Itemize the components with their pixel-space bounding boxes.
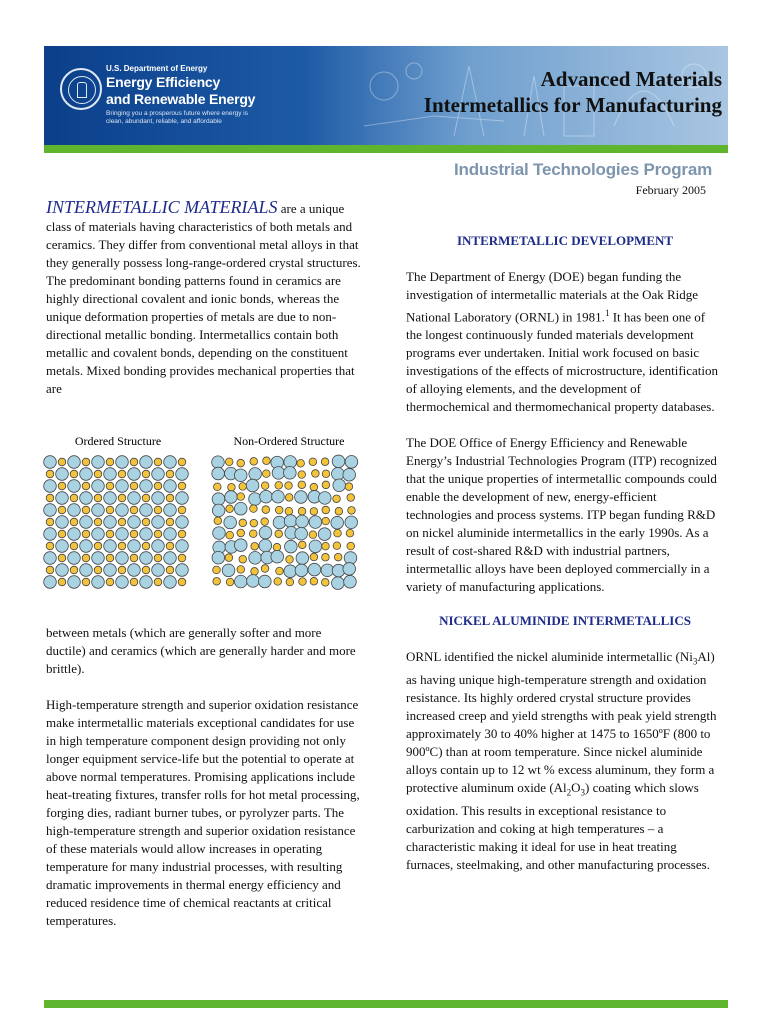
small-atom (309, 458, 317, 466)
small-atom (106, 578, 114, 586)
large-atom (212, 467, 225, 480)
small-atom (214, 483, 222, 491)
small-atom (213, 566, 221, 574)
office-name-line2: and Renewable Energy (106, 91, 256, 107)
large-atom (319, 492, 332, 505)
small-atom (237, 566, 245, 574)
small-atom (58, 506, 66, 514)
small-atom (82, 554, 90, 562)
itp-paragraph: The DOE Office of Energy Efficiency and Renewable Energy’s Industrial Technologies Program (ITP) recognized that the unique properties of intermetallic compounds could enable the development of new, energy-efficient technologies and process systems. ITP began funding R&D on nickel aluminide intermetallics in the early 1990s. As a result of cost-shared R&D with industrial partners, intermetallic alloys have been deployed commercially in a variety of manufacturing applications. (406, 435, 717, 595)
large-atom (259, 526, 272, 539)
large-atom (234, 539, 247, 552)
small-atom (178, 530, 186, 538)
small-atom (297, 460, 305, 468)
na-text-a: ORNL identified the nickel aluminide intermetallic (Ni (406, 649, 693, 665)
ordered-structure-label: Ordered Structure (74, 434, 162, 448)
small-atom (310, 483, 318, 491)
large-atom (116, 480, 129, 493)
large-atom (234, 502, 247, 515)
large-atom (164, 528, 177, 541)
large-atom (321, 564, 334, 577)
large-atom (152, 564, 165, 577)
lead-term: INTERMETALLIC MATERIALS (46, 197, 278, 217)
large-atom (140, 480, 153, 493)
small-atom (94, 566, 102, 574)
large-atom (176, 516, 189, 529)
small-atom (118, 566, 126, 574)
left-column-continued (46, 624, 364, 930)
large-atom (295, 527, 308, 540)
small-atom (166, 470, 174, 478)
publication-date: February 2005 (635, 183, 706, 197)
heading-nickel-aluminide: NICKEL ALUMINIDE INTERMETALLICS (439, 613, 691, 629)
large-atom (152, 540, 165, 553)
nonordered-structure-label: Non-Ordered Structure (233, 434, 345, 448)
large-atom (152, 468, 165, 481)
small-atom (334, 529, 342, 537)
large-atom (128, 468, 141, 481)
large-atom (116, 456, 129, 469)
large-atom (104, 516, 117, 529)
small-atom (58, 530, 66, 538)
large-atom (116, 552, 129, 565)
large-atom (285, 540, 298, 553)
doe-seal-icon (60, 68, 102, 110)
large-atom (246, 479, 259, 492)
small-atom (70, 470, 78, 478)
office-name-line1: Energy Efficiency (106, 74, 221, 90)
small-atom (46, 542, 54, 550)
small-atom (298, 481, 306, 489)
large-atom (92, 528, 105, 541)
small-atom (225, 458, 233, 466)
small-atom (273, 543, 281, 551)
small-atom (322, 542, 330, 550)
large-atom (104, 468, 117, 481)
small-atom (322, 470, 330, 478)
small-atom (94, 494, 102, 502)
small-atom (298, 507, 306, 515)
large-atom (176, 540, 189, 553)
small-atom (154, 458, 162, 466)
small-atom (70, 542, 78, 550)
small-atom (82, 482, 90, 490)
large-atom (273, 516, 286, 529)
small-atom (178, 506, 186, 514)
small-atom (130, 482, 138, 490)
small-atom (286, 556, 294, 564)
large-atom (260, 490, 273, 503)
large-atom (140, 528, 153, 541)
small-atom (321, 458, 329, 466)
small-atom (70, 518, 78, 526)
large-atom (176, 492, 189, 505)
large-atom (212, 504, 225, 517)
large-atom (164, 480, 177, 493)
small-atom (237, 493, 245, 501)
large-atom (44, 456, 57, 469)
large-atom (44, 576, 57, 589)
small-atom (118, 518, 126, 526)
intro-text: are a unique class of materials having characteristics of both metals and ceramics. They differ from conventional metal alloys in that they generally possess long-range-ordered crystal structures. The predominant bonding patterns found in ceramics are highly directional covalent and ionic bonds, whereas the unique deformation properties of metals are due to non-directional metallic bonding. Intermetallics contain both metallic and covalent bonds, depending on the constituent metals. Mixed bonding provides mechanical properties that are (46, 201, 361, 396)
footer-divider (44, 1000, 728, 1008)
large-atom (68, 480, 81, 493)
large-atom (222, 564, 235, 577)
large-atom (92, 456, 105, 469)
large-atom (332, 577, 345, 590)
large-atom (343, 468, 356, 481)
large-atom (284, 565, 297, 578)
small-atom (347, 494, 355, 502)
small-atom (261, 482, 269, 490)
small-atom (94, 542, 102, 550)
large-atom (249, 552, 262, 565)
small-atom (58, 482, 66, 490)
small-atom (286, 578, 294, 586)
large-atom (284, 515, 297, 528)
applications-paragraph: High-temperature strength and superior oxidation resistance make intermetallic materials exceptional candidates for use in high temperature component design providing not only longer equipment service-life but the potential to operate at above normal temperatures. Promising applications include heat-treating fixtures, transfer rolls for hot metal processing, forging dies, radiant burner tubes, or pyrolyzer parts. The high-temperature strength and superior oxidation resistance of these materials would allow increases in operating temperature for many industrial processes, with resulting dramatic improvements in thermal energy efficiency and reduced residence time of chemical reactants at critical temperatures. (46, 697, 360, 928)
small-atom (154, 554, 162, 562)
large-atom (284, 466, 297, 479)
small-atom (250, 505, 258, 513)
large-atom (332, 455, 345, 468)
large-atom (104, 492, 117, 505)
small-atom (166, 494, 174, 502)
large-atom (44, 528, 57, 541)
large-atom (332, 468, 345, 481)
small-atom (142, 470, 150, 478)
small-atom (237, 529, 245, 537)
na-sub-2: 2 (566, 787, 572, 798)
large-atom (295, 564, 308, 577)
large-atom (56, 492, 69, 505)
small-atom (275, 530, 283, 538)
large-atom (234, 575, 247, 588)
small-atom (228, 483, 236, 491)
large-atom (272, 490, 285, 503)
small-atom (335, 507, 343, 515)
small-atom (226, 578, 234, 586)
large-atom (213, 527, 226, 540)
small-atom (310, 577, 318, 585)
small-atom (142, 518, 150, 526)
small-atom (166, 566, 174, 574)
small-atom (46, 494, 54, 502)
small-atom (106, 482, 114, 490)
document-title (424, 66, 722, 118)
large-atom (104, 564, 117, 577)
small-atom (106, 530, 114, 538)
large-atom (92, 552, 105, 565)
large-atom (80, 468, 93, 481)
small-atom (178, 578, 186, 586)
small-atom (46, 470, 54, 478)
small-atom (178, 554, 186, 562)
header-banner (44, 46, 728, 146)
small-atom (239, 555, 247, 563)
large-atom (345, 516, 358, 529)
large-atom (56, 468, 69, 481)
large-atom (225, 491, 238, 504)
small-atom (334, 553, 342, 561)
small-atom (322, 553, 330, 561)
large-atom (80, 492, 93, 505)
small-atom (345, 483, 353, 491)
small-atom (82, 458, 90, 466)
large-atom (309, 540, 322, 553)
small-atom (261, 565, 269, 573)
small-atom (298, 471, 306, 479)
small-atom (262, 506, 270, 514)
small-atom (142, 566, 150, 574)
large-atom (331, 516, 344, 529)
large-atom (152, 516, 165, 529)
small-atom (154, 506, 162, 514)
small-atom (82, 530, 90, 538)
small-atom (274, 578, 282, 586)
small-atom (178, 458, 186, 466)
small-atom (333, 495, 341, 503)
small-atom (46, 566, 54, 574)
large-atom (92, 504, 105, 517)
small-atom (322, 481, 330, 489)
small-atom (263, 457, 271, 465)
small-atom (130, 554, 138, 562)
small-atom (130, 506, 138, 514)
small-atom (261, 518, 269, 526)
small-atom (299, 578, 307, 586)
large-atom (56, 516, 69, 529)
small-atom (166, 542, 174, 550)
small-atom (94, 518, 102, 526)
large-atom (80, 564, 93, 577)
small-atom (348, 507, 356, 515)
small-atom (214, 517, 222, 525)
large-atom (259, 539, 272, 552)
ordered-lattice (44, 456, 189, 589)
small-atom (309, 531, 317, 539)
large-atom (104, 540, 117, 553)
na-sub-1: 3 (692, 656, 698, 667)
footnote-ref: 1 (604, 308, 610, 318)
na-text-b: Al) as having unique high-temperature strength and oxidation resistance. Its highly ordered crystal structure provides increased creep and yield strengths with peak yield strength approximately 30 to 40% higher at 1475 to 1650ºF (800 to 900ºC) than at room temperature. Since nickel aluminide alloys contain up to 12 wt % excess aluminum, they form a protective aluminum oxide (Al (406, 649, 717, 795)
large-atom (116, 528, 129, 541)
crystal-structure-diagram (40, 430, 364, 595)
small-atom (118, 494, 126, 502)
small-atom (275, 506, 283, 514)
title-line-1: Advanced Materials (540, 67, 722, 91)
small-atom (154, 578, 162, 586)
nickel-aluminide-paragraph (406, 648, 724, 873)
development-text-a: The Department of Energy (DOE) began funding the investigation of intermetallic materials at the Oak Ridge National Laboratory (ORNL) in 1981. (406, 269, 699, 325)
small-atom (346, 529, 354, 537)
small-atom (118, 470, 126, 478)
small-atom (225, 554, 233, 562)
large-atom (343, 563, 356, 576)
small-atom (239, 519, 247, 527)
program-name: Industrial Technologies Program (454, 160, 712, 179)
small-atom (130, 578, 138, 586)
small-atom (82, 578, 90, 586)
small-atom (226, 505, 234, 513)
small-atom (237, 459, 245, 467)
small-atom (94, 470, 102, 478)
large-atom (128, 540, 141, 553)
large-atom (128, 516, 141, 529)
small-atom (154, 482, 162, 490)
small-atom (142, 542, 150, 550)
small-atom (285, 507, 293, 515)
small-atom (310, 553, 318, 561)
small-atom (82, 506, 90, 514)
small-atom (58, 458, 66, 466)
small-atom (106, 458, 114, 466)
large-atom (140, 504, 153, 517)
large-atom (296, 552, 309, 565)
small-atom (118, 542, 126, 550)
large-atom (344, 575, 357, 588)
small-atom (251, 568, 259, 576)
intro-paragraph (46, 198, 364, 398)
large-atom (176, 564, 189, 577)
small-atom (213, 577, 221, 585)
large-atom (128, 564, 141, 577)
continued-paragraph: between metals (which are generally softer and more ductile) and ceramics (which are generally harder and more brittle). (46, 625, 356, 676)
large-atom (116, 576, 129, 589)
small-atom (250, 519, 258, 527)
large-atom (128, 492, 141, 505)
large-atom (44, 552, 57, 565)
large-atom (249, 493, 262, 506)
small-atom (166, 518, 174, 526)
small-atom (263, 470, 271, 478)
small-atom (298, 541, 306, 549)
large-atom (116, 504, 129, 517)
nonordered-lattice (212, 455, 358, 589)
small-atom (70, 566, 78, 574)
small-atom (333, 542, 341, 550)
large-atom (234, 469, 247, 482)
large-atom (309, 516, 322, 529)
large-atom (295, 491, 308, 504)
large-atom (164, 504, 177, 517)
small-atom (70, 494, 78, 502)
large-atom (92, 480, 105, 493)
small-atom (46, 518, 54, 526)
development-paragraph (406, 268, 724, 416)
right-column (406, 232, 724, 874)
large-atom (308, 563, 321, 576)
small-atom (226, 531, 234, 539)
small-atom (285, 482, 293, 490)
large-atom (152, 492, 165, 505)
small-atom (250, 458, 258, 466)
na-sub-3: 3 (580, 787, 586, 798)
large-atom (259, 575, 272, 588)
large-atom (212, 456, 225, 469)
large-atom (164, 552, 177, 565)
small-atom (130, 458, 138, 466)
large-atom (333, 479, 346, 492)
large-atom (140, 576, 153, 589)
large-atom (68, 552, 81, 565)
large-atom (318, 528, 331, 541)
small-atom (130, 530, 138, 538)
large-atom (249, 468, 262, 481)
small-atom (275, 482, 283, 490)
large-atom (92, 576, 105, 589)
large-atom (44, 504, 57, 517)
large-atom (345, 456, 358, 469)
na-text-c: O (571, 779, 581, 795)
small-atom (276, 567, 284, 575)
small-atom (322, 506, 330, 514)
small-atom (249, 530, 257, 538)
small-atom (142, 494, 150, 502)
large-atom (56, 540, 69, 553)
large-atom (68, 576, 81, 589)
small-atom (106, 554, 114, 562)
small-atom (322, 517, 330, 525)
development-text-b: It has been one of the longest continuously funded materials development programs ever undertaken. Initial work focused on basic investigations of the effects of microstructure, identification of alloying elements, and the development of thermochemical and thermomechanical property databases. (406, 309, 719, 415)
large-atom (56, 564, 69, 577)
title-line-2: Intermetallics for Manufacturing (423, 93, 722, 117)
large-atom (140, 552, 153, 565)
small-atom (106, 506, 114, 514)
small-atom (312, 470, 320, 478)
dept-name: U.S. Department of Energy (106, 64, 208, 73)
large-atom (80, 540, 93, 553)
heading-intermetallic-development: INTERMETALLIC DEVELOPMENT (456, 233, 674, 248)
small-atom (310, 508, 318, 516)
large-atom (68, 528, 81, 541)
large-atom (164, 576, 177, 589)
small-atom (58, 554, 66, 562)
left-column (46, 198, 364, 398)
large-atom (164, 456, 177, 469)
large-atom (44, 480, 57, 493)
large-atom (68, 504, 81, 517)
small-atom (285, 494, 293, 502)
large-atom (140, 456, 153, 469)
na-text-d: ) coating which slows oxidation. This results in exceptional resistance to carburization and coking at high temperatures – a characteristic making it ideal for use in heat treating furnaces, steelmaking, and other manufacturing processes. (406, 779, 710, 872)
small-atom (251, 542, 259, 550)
large-atom (212, 551, 225, 564)
small-atom (321, 579, 329, 587)
small-atom (239, 483, 247, 491)
large-atom (271, 550, 284, 563)
header-divider (44, 145, 728, 153)
small-atom (154, 530, 162, 538)
large-atom (80, 516, 93, 529)
large-atom (176, 468, 189, 481)
office-tagline: Bringing you a prosperous future where energy is clean, abundant, reliable, and affordable (106, 110, 248, 125)
small-atom (58, 578, 66, 586)
large-atom (224, 516, 237, 529)
large-atom (68, 456, 81, 469)
large-atom (247, 575, 260, 588)
small-atom (347, 542, 355, 550)
large-atom (272, 467, 285, 480)
large-atom (212, 493, 225, 506)
large-atom (296, 515, 309, 528)
small-atom (178, 482, 186, 490)
